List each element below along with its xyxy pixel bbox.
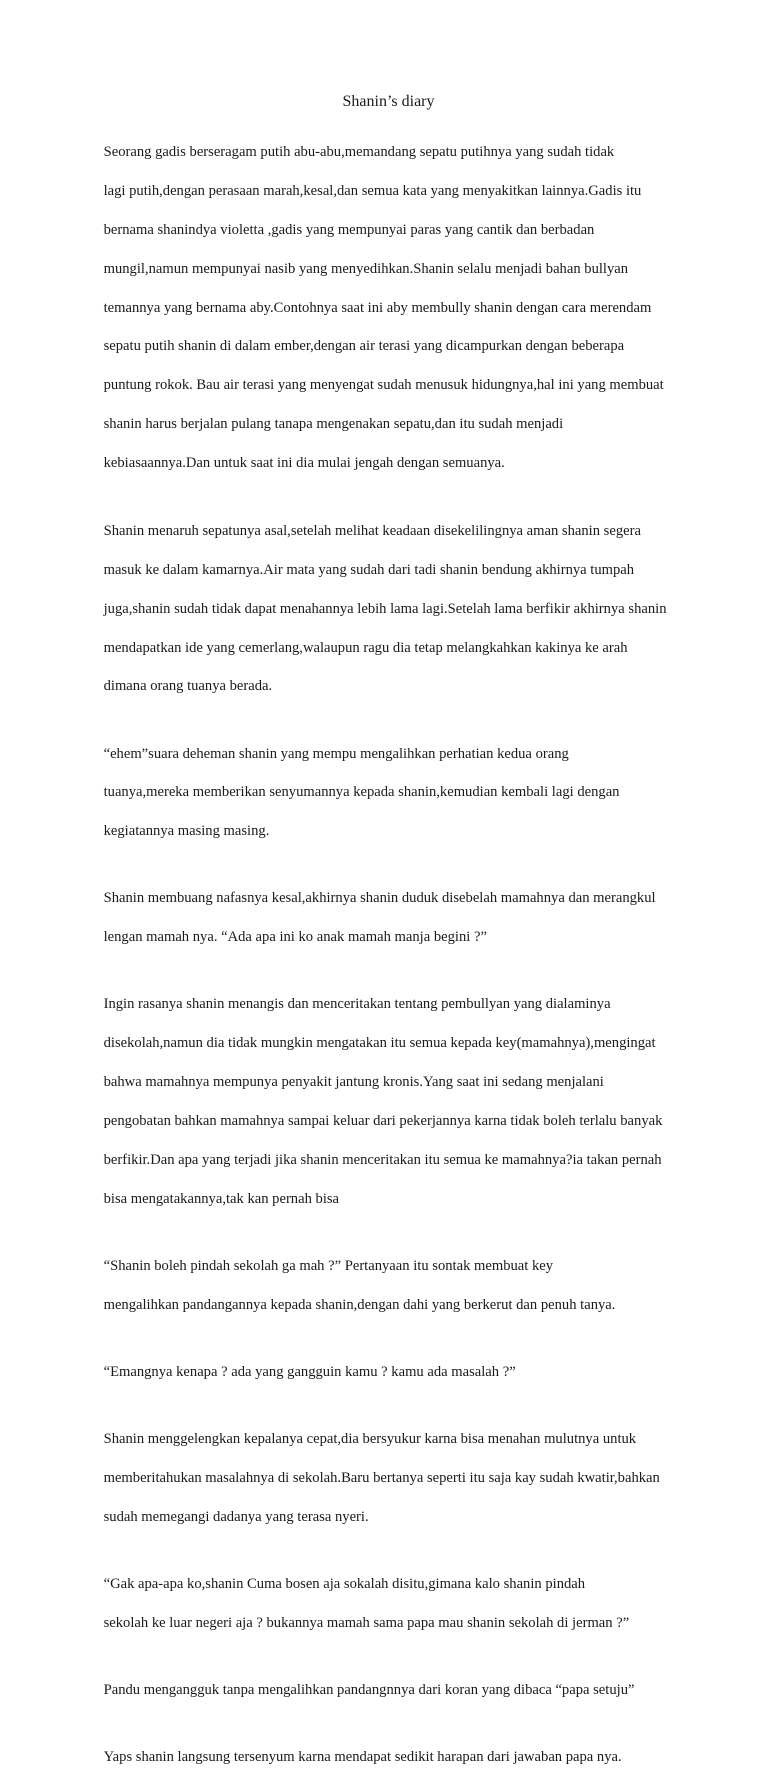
paragraph-9 — [89, 1555, 672, 1652]
paragraph-line: Shanin membuang nafasnya kesal,akhirnya shanin duduk disebelah mamahnya dan merangkul — [103, 890, 656, 907]
paragraph-line: kebiasaannya.Dan untuk saat ini dia mulai jengah dengan semuanya. — [103, 454, 505, 471]
paragraph-line: Ingin rasanya shanin menangis dan menceritakan tentang pembullyan yang dialaminya — [103, 996, 611, 1013]
paragraph-line: lengan mamah nya. “Ada apa ini ko anak mamah manja begini ?” — [103, 929, 487, 946]
paragraph-line: “Shanin boleh pindah sekolah ga mah ?” Pertanyaan itu sontak membuat key — [103, 1257, 554, 1274]
paragraph-line: Shanin menggelengkan kepalanya cepat,dia bersyukur karna bisa menahan mulutnya untuk — [103, 1431, 637, 1447]
paragraph-line: lagi putih,dengan perasaan marah,kesal,dan semua kata yang menyakitkan lainnya.Gadis itu — [103, 183, 642, 200]
paragraph-line: kegiatannya masing masing. — [103, 823, 270, 840]
paragraph-line: shanin harus berjalan pulang tanapa mengenakan sepatu,dan itu sudah menjadi — [103, 416, 564, 433]
paragraph-line: Shanin menaruh sepatunya asal,setelah melihat keadaan disekelilingnya aman shanin segera — [103, 523, 641, 540]
paragraph-line: Pandu mengangguk tanpa mengalihkan pandangnnya dari koran yang dibaca “papa setuju” — [103, 1681, 635, 1698]
paragraph-line: tuanya,mereka memberikan senyumannya kepada shanin,kemudian kembali lagi dengan — [103, 784, 620, 801]
paragraph-line: sepatu putih shanin di dalam ember,dengan air terasi yang dicampurkan dengan beberapa — [103, 338, 625, 355]
paragraph-line: temannya yang bernama aby.Contohnya saat ini aby membully shanin dengan cara merendam — [103, 299, 652, 316]
paragraph-line: juga,shanin sudah tidak dapat menahannya lebih lama lagi.Setelah lama berfikir akhirnya shanin — [103, 600, 667, 617]
paragraph-line: bahwa mamahnya mempunya penyakit jantung kronis.Yang saat ini sedang menjalani — [103, 1074, 604, 1091]
paragraph-8 — [89, 1411, 672, 1547]
paragraph-line: memberitahukan masalahnya di sekolah.Baru bertanya seperti itu saja kay sudah kwatir,bahkan — [103, 1469, 660, 1486]
paragraph-line: “Emangnya kenapa ? ada yang gangguin kamu ? kamu ada masalah ?” — [103, 1363, 516, 1380]
paragraph-line: Yaps shanin langsung tersenyum karna mendapat sedikit harapan dari jawaban papa nya. — [103, 1749, 622, 1766]
paragraph-line: disekolah,namun dia tidak mungkin mengatakan itu semua kepada key(mamahnya),mengingat — [103, 1035, 656, 1052]
paragraph-5 — [89, 976, 672, 1228]
paragraph-line: puntung rokok. Bau air terasi yang menyengat sudah menusuk hidungnya,hal ini yang membuat — [103, 377, 664, 394]
paragraph-line: berfikir.Dan apa yang terjadi jika shanin menceritakan itu semua ke mamahnya?ia takan pernah — [103, 1151, 662, 1168]
paragraph-line: sekolah ke luar negeri aja ? bukannya mamah sama papa mau shanin sekolah di jerman ?” — [103, 1614, 630, 1631]
paragraph-line: “ehem”suara deheman shanin yang mempu mengalihkan perhatian kedua orang — [103, 745, 569, 762]
paragraph-line: masuk ke dalam kamarnya.Air mata yang sudah dari tadi shanin bendung akhirnya tumpah — [103, 561, 635, 578]
paragraph-3 — [89, 725, 672, 861]
paragraph-line: mendapatkan ide yang cemerlang,walaupun ragu dia tetap melangkahkan kakinya ke arah — [103, 639, 628, 656]
document-title: Shanin’s diary — [342, 93, 435, 110]
paragraph-7 — [89, 1343, 672, 1401]
paragraph-2 — [89, 503, 672, 716]
paragraph-line: mengalihkan pandangannya kepada shanin,dengan dahi yang berkerut dan penuh tanya. — [103, 1296, 616, 1313]
paragraph-4 — [89, 870, 672, 967]
paragraph-line: Seorang gadis berseragam putih abu-abu,memandang sepatu putihnya yang sudah tidak — [103, 144, 615, 161]
paragraph-line: bisa mengatakannya,tak kan pernah bisa — [103, 1190, 340, 1207]
paragraph-line: mungil,namun mempunyai nasib yang menyedihkan.Shanin selalu menjadi bahan bullyan — [103, 260, 629, 277]
paragraph-11 — [89, 1729, 672, 1787]
paragraph-6 — [89, 1237, 672, 1334]
paragraph-10 — [89, 1661, 672, 1719]
paragraph-line: sudah memegangi dadanya yang terasa nyeri. — [103, 1508, 369, 1525]
paragraph-line: dimana orang tuanya berada. — [103, 678, 273, 695]
paragraph-line: bernama shanindya violetta ,gadis yang mempunyai paras yang cantik dan berbadan — [103, 222, 595, 239]
paragraph-1 — [89, 124, 672, 493]
paragraph-line: “Gak apa-apa ko,shanin Cuma bosen aja sokalah disitu,gimana kalo shanin pindah — [103, 1575, 586, 1592]
paragraph-line: pengobatan bahkan mamahnya sampai keluar dari pekerjannya karna tidak boleh terlalu banyak — [103, 1112, 663, 1129]
